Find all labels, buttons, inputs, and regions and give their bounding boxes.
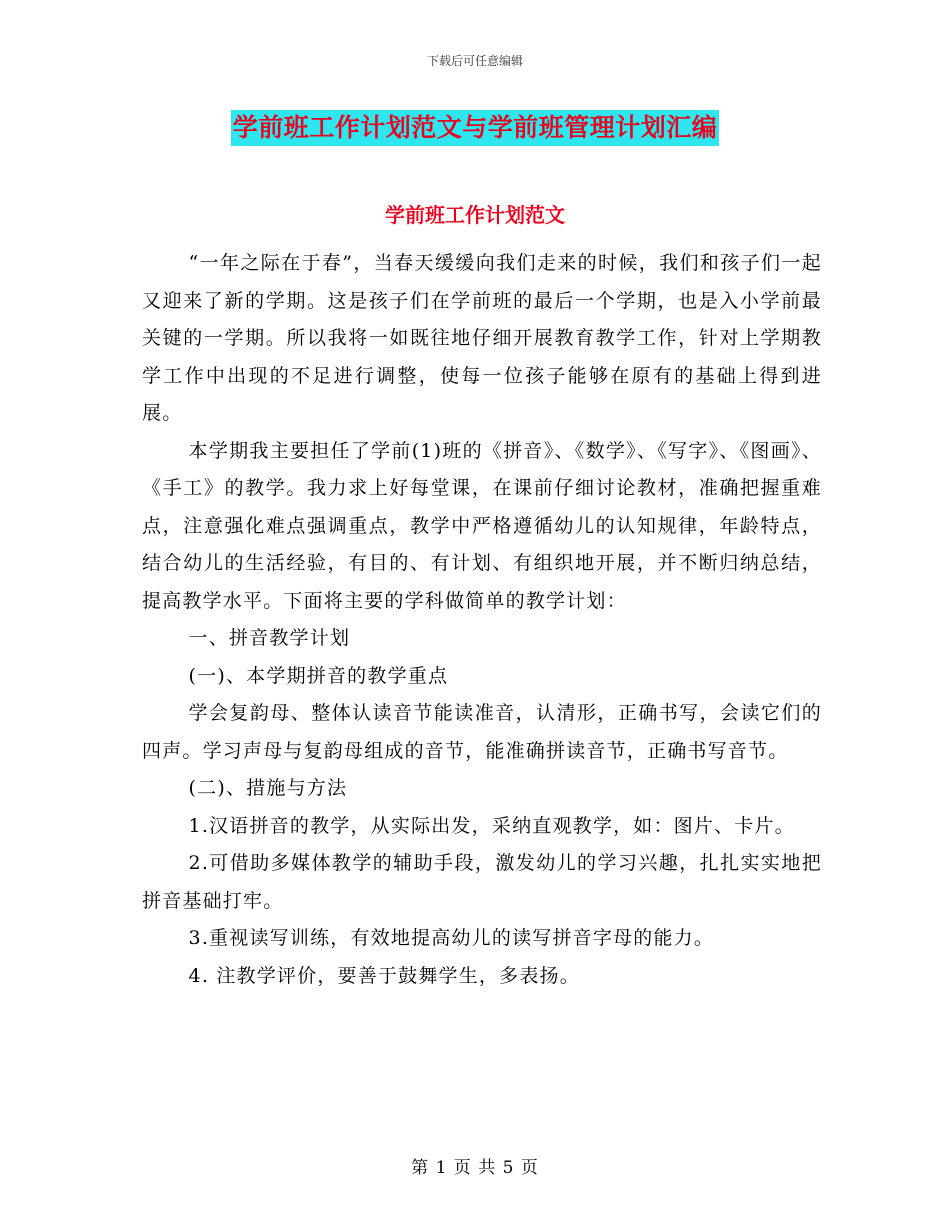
section-title: 学前班工作计划范文: [385, 203, 565, 227]
paragraph: 本学期我主要担任了学前(1)班的《拼音》、《数学》、《写字》、《图画》、《手工》的教学。我力求上好每堂课，在课前仔细讨论教材，准确把握重难点，注意强化难点强调重点，教学中严格遵循幼儿的认知规律，年龄特点，结合幼儿的生活经验，有目的、有计划、有组织地开展，并不断归纳总结，提高教学水平。下面将主要的学科做简单的教学计划：: [142, 439, 822, 612]
paragraph: 学会复韵母、整体认读音节能读准音，认清形，正确书写，会读它们的四声。学习声母与复韵母组成的音节，能准确拼读音节，正确书写音节。: [142, 702, 822, 762]
subheading-teaching-focus: (一)、本学期拼音的教学重点: [188, 664, 449, 687]
heading-pinyin-plan: 一、拼音教学计划: [188, 627, 351, 649]
page-number: 第 1 页 共 5 页: [411, 1158, 539, 1178]
header-note: 下载后可任意编辑: [426, 54, 523, 68]
subheading-measures: (二)、措施与方法: [188, 777, 348, 799]
list-item: 1.汉语拼音的教学，从实际出发，采纳直观教学，如：图片、卡片。: [188, 814, 795, 837]
list-item: 3.重视读写训练，有效地提高幼儿的读写拼音字母的能力。: [188, 927, 715, 949]
list-item: 4. 注教学评价，要善于鼓舞学生，多表扬。: [188, 964, 580, 987]
document-body: [142, 245, 822, 995]
paragraph: “一年之际在于春”，当春天缓缓向我们走来的时候，我们和孩子们一起又迎来了新的学期。这是孩子们在学前班的最后一个学期，也是入小学前最关键的一学期。所以我将一如既往地仔细开展教育教学工作，针对上学期教学工作中出现的不足进行调整，使每一位孩子能够在原有的基础上得到进展。: [142, 252, 822, 424]
document-title: 学前班工作计划范文与学前班管理计划汇编: [231, 110, 720, 146]
list-item: 2.可借助多媒体教学的辅助手段，激发幼儿的学习兴趣，扎扎实实地把拼音基础打牢。: [142, 852, 822, 912]
document-title-container: [0, 110, 950, 146]
